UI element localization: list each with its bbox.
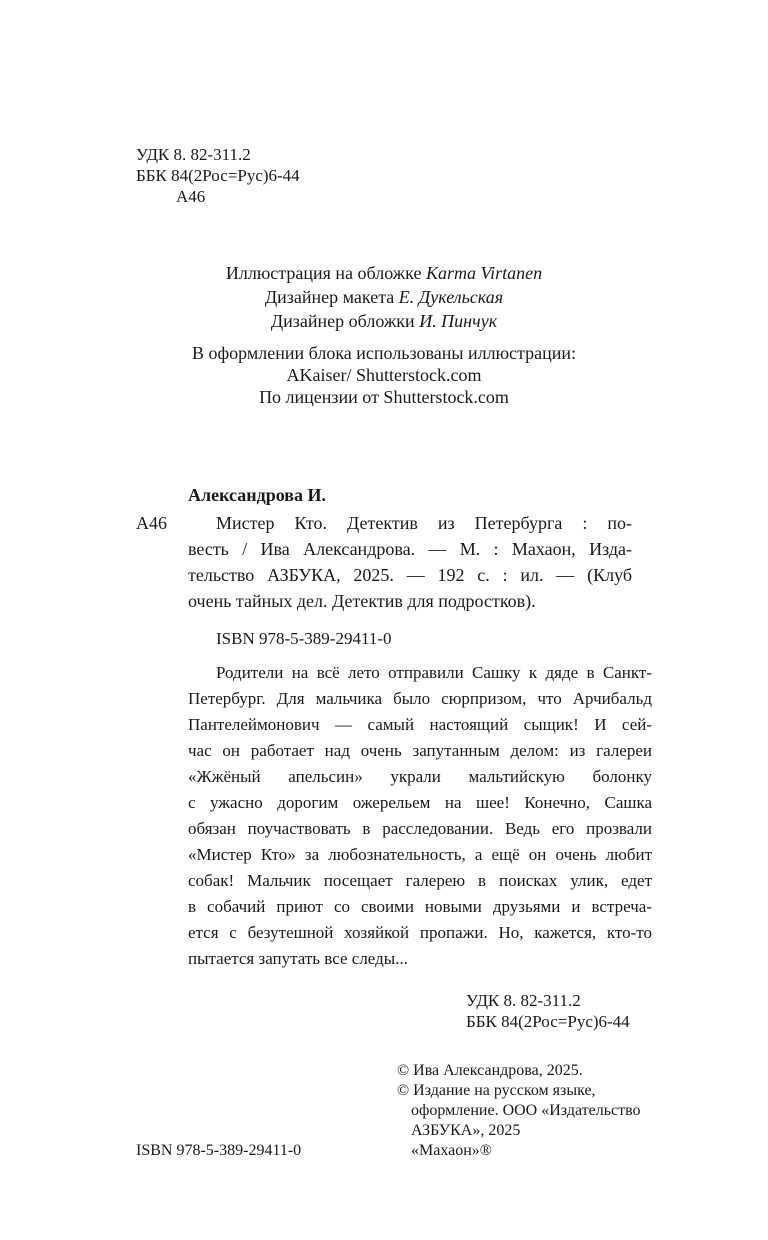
copyright-line-2: © Издание на русском языке, (397, 1082, 596, 1099)
illustrations-note-line1: В оформлении блока использованы иллюстрации: (191, 343, 576, 363)
bib-line-3: тельство АЗБУКА, 2025. — 192 с. : ил. — (Клуб (188, 565, 632, 585)
credit-cover-illustration (0, 262, 768, 284)
annotation-line-9: собак! Мальчик посещает галерею в поисках улик, едет (188, 871, 652, 890)
illustrations-note-line2: AKaiser/ Shutterstock.com (286, 365, 482, 385)
annotation-line-10: в собачий приют со своими новыми друзьями и встреча- (188, 897, 652, 916)
annotation-line-7: обязан поучаствовать в расследовании. Ведь его прозвали (188, 819, 652, 838)
copyright-line-1: © Ива Александрова, 2025. (397, 1062, 583, 1079)
bib-author: Александрова И. (188, 485, 326, 505)
copyright-line-4: АЗБУКА», 2025 (411, 1122, 521, 1139)
author-mark-top: А46 (176, 187, 206, 206)
credit-name: Е. Дукельская (398, 287, 504, 307)
udk-code-bottom: УДК 8. 82-311.2 (466, 991, 581, 1010)
annotation-line-3: Пантелеймонович — самый настоящий сыщик! И сей- (188, 715, 652, 734)
annotation-line-8: «Мистер Кто» за любознательность, а ещё он очень любит (188, 845, 652, 864)
udk-code-top: УДК 8. 82-311.2 (136, 145, 251, 164)
credit-cover-designer (0, 310, 768, 332)
bib-line-1: Мистер Кто. Детектив из Петербурга : по- (216, 513, 632, 533)
annotation-line-2: Петербург. Для мальчика было сюрпризом, что Арчибальд (188, 689, 652, 708)
annotation-line-12: пытается запутать все следы... (188, 949, 408, 968)
illustrations-note-line3: По лицензии от Shutterstock.com (259, 387, 509, 407)
credit-label: Иллюстрация на обложке (225, 263, 422, 283)
credit-label: Дизайнер обложки (270, 311, 415, 331)
bbk-code-bottom: ББК 84(2Рос=Рус)6-44 (466, 1012, 630, 1031)
bib-line-2: весть / Ива Александрова. — М. : Махаон, Изда- (188, 539, 632, 559)
bbk-code-top: ББК 84(2Рос=Рус)6-44 (136, 166, 300, 185)
annotation-line-11: ется с безутешной хозяйкой пропажи. Но, кажется, кто-то (188, 923, 652, 942)
copyright-line-3: оформление. ООО «Издательство (411, 1102, 641, 1119)
copyright-line-5: «Махаон»® (411, 1142, 492, 1159)
credit-name: Karma Virtanen (425, 263, 543, 283)
annotation-line-4: час он работает над очень запутанным делом: из галереи (188, 741, 652, 760)
bib-line-4: очень тайных дел. Детектив для подростков). (188, 591, 536, 611)
footer-isbn: ISBN 978-5-389-29411-0 (136, 1142, 302, 1159)
bib-author-mark: А46 (136, 513, 167, 533)
annotation-line-1: Родители на всё лето отправили Сашку к дяде в Санкт- (216, 663, 652, 682)
annotation-line-6: с ужасно дорогим ожерельем на шее! Конечно, Сашка (188, 793, 652, 812)
credit-layout-designer (0, 286, 768, 308)
credit-name: И. Пинчук (419, 311, 498, 331)
annotation-line-5: «Жжёный апельсин» украли мальтийскую болонку (188, 767, 652, 786)
bib-isbn: ISBN 978-5-389-29411-0 (216, 629, 392, 648)
credit-label: Дизайнер макета (264, 287, 395, 307)
